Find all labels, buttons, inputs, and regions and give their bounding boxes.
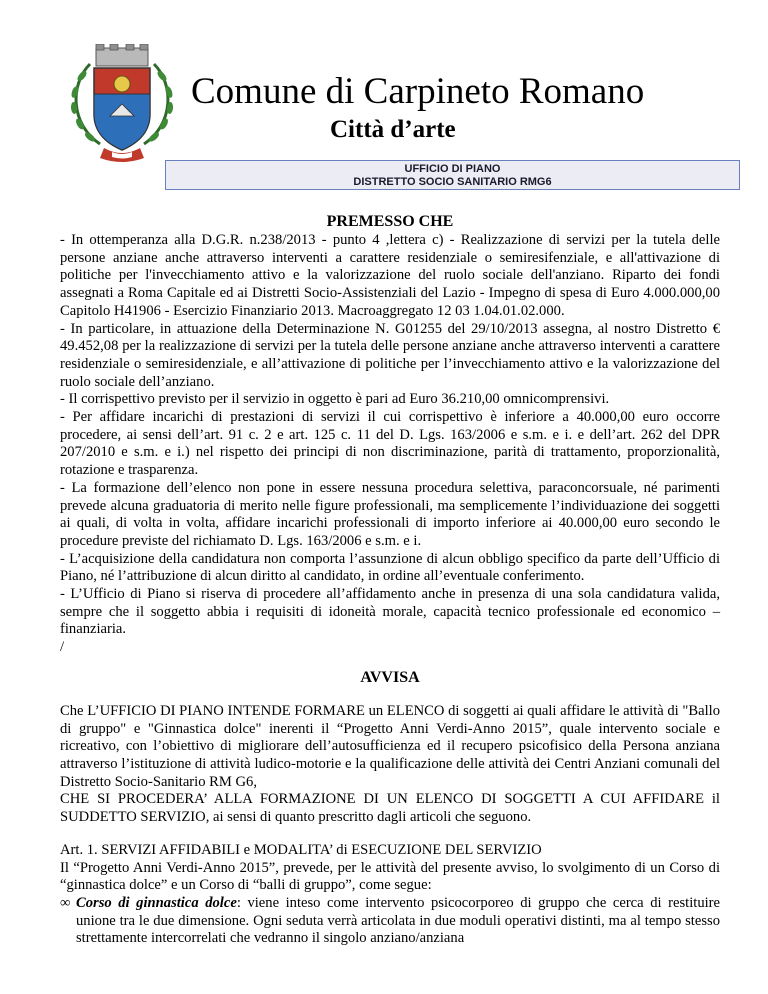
premesso-paragraph-8: / bbox=[60, 639, 65, 656]
bullet-body: : viene inteso come intervento psicocorporeo di gruppo che cerca di restituire unione tra le due dimensione. Ogni seduta verrà articolata in due moduli operativi distinti, ma al tempo stesso strettamente intercorrelati che vedranno il singolo anziano/anziana bbox=[76, 894, 721, 947]
office-banner bbox=[165, 160, 740, 190]
office-line-1: UFFICIO DI PIANO bbox=[404, 163, 501, 175]
article-1-title: Art. 1. SERVIZI AFFIDABILI e MODALITA’ di ESECUZIONE DEL SERVIZIO bbox=[60, 841, 542, 858]
premesso-paragraph-6: - L’acquisizione della candidatura non comporta l’assunzione di alcun obbligo specifico da parte dell’Ufficio di Piano, né l’attribuzione di alcun diritto al candidato, in ordine all’eventuale conferimento. bbox=[60, 550, 720, 585]
premesso-paragraph-2: - In particolare, in attuazione della Determinazione N. G01255 del 29/10/2013 assegna, al nostro Distretto € 49.452,08 per la realizzazione di servizi per la tutela delle persone anziane anche attraverso interventi a carattere residenziale o semiresidenziale, e all’attivazione di politiche per l’invecchiamento attivo e la valorizzazione del ruolo sociale dell’anziano. bbox=[60, 320, 720, 390]
list-item bbox=[60, 895, 720, 948]
article-1-intro: Il “Progetto Anni Verdi-Anno 2015”, prevede, per le attività del presente avviso, lo svolgimento di un Corso di “ginnastica dolce” e un Corso di “balli di gruppo”, come segue: bbox=[60, 859, 720, 894]
avvisa-heading: AVVISA bbox=[360, 668, 420, 686]
premesso-paragraph-4: - Per affidare incarichi di prestazioni di servizi il cui corrispettivo è inferiore a 40.000,00 euro occorre procedere, ai sensi dell’art. 91 c. 2 e art. 125 c. 11 del D. Lgs. 163/2006 e s.m. e i. e dell’art. 262 del DPR 207/2010 e s.m. e i.) nel rispetto dei principi di non discriminazione, parità di trattamento, proporzionalità, rotazione e trasparenza. bbox=[60, 409, 720, 479]
document-body bbox=[60, 212, 720, 948]
municipal-crest-icon bbox=[60, 44, 184, 162]
premesso-paragraph-3: - Il corrispettivo previsto per il servizio in oggetto è pari ad Euro 36.210,00 omnicomprensivi. bbox=[60, 391, 610, 408]
premesso-heading: PREMESSO CHE bbox=[326, 213, 454, 230]
avvisa-paragraph: Che L’UFFICIO DI PIANO INTENDE FORMARE un ELENCO di soggetti ai quali affidare le attività di "Ballo di gruppo" e "Ginnastica dolce" inerenti il “Progetto Anni Verdi-Anno 2015”, quale intervento sociale e ricreativo, con l’obiettivo di migliorare dell’autosufficienza ed il recupero psicofisico della Persona anziana attraverso l’istituzione di attività ludico-motorie e la qualificazione delle attività dei Centri Anziani comunali del Distretto Socio-Sanitario RM G6, bbox=[60, 702, 720, 790]
premesso-paragraph-5: - La formazione dell’elenco non pone in essere nessuna procedura selettiva, paraconcorsuale, né parimenti prevede alcuna graduatoria di merito nelle figure professionali, ma semplicemente l’individuazione dei soggetti ai quali, di volta in volta, affidare incarichi professionali di importo inferiore ai 40.000,00 euro secondo le procedure previste del richiamato D. Lgs. 163/2006 e s.m. e i. bbox=[60, 479, 720, 549]
city-subtitle: Città d’arte bbox=[330, 116, 456, 143]
premesso-paragraph-7: - L’Ufficio di Piano si riserva di procedere all’affidamento anche in presenza di una sola candidatura valida, sempre che il soggetto abbia i requisiti di idoneità morale, capacità tecnico professionale ed economico – finanziaria. bbox=[60, 586, 720, 638]
premesso-paragraph-1: - In ottemperanza alla D.G.R. n.238/2013 - punto 4 ,lettera c) - Realizzazione di servizi per la tutela delle persone anziane anche attraverso interventi a carattere residenziale o semiresifenziale, e all'attivazione di politiche per l'invecchiamento attivo e la valorizzazione del ruolo sociale dell'anziano. Riparto dei fondi assegnati a Roma Capitale ed ai Distretti Socio-Assistenziali del Lazio - Impegno di spesa di Euro 4.000.000,00 Capitolo H41906 - Esercizio Finanziario 2013. Macroaggregato 12 03 1.04.01.02.000. bbox=[60, 232, 720, 319]
bullet-text bbox=[76, 895, 720, 948]
avvisa-caps-paragraph: CHE SI PROCEDERA’ ALLA FORMAZIONE DI UN ELENCO DI SOGGETTI A CUI AFFIDARE il SUDDETTO SERVIZIO, ai sensi di quanto prescritto dagli articoli che seguono. bbox=[60, 791, 720, 826]
bullet-label: Corso di ginnastica dolce bbox=[76, 894, 237, 911]
office-line-2: DISTRETTO SOCIO SANITARIO RMG6 bbox=[353, 176, 552, 188]
municipality-name: Comune di Carpineto Romano bbox=[191, 71, 645, 112]
bullet-marker-icon: ∞ bbox=[60, 894, 71, 911]
